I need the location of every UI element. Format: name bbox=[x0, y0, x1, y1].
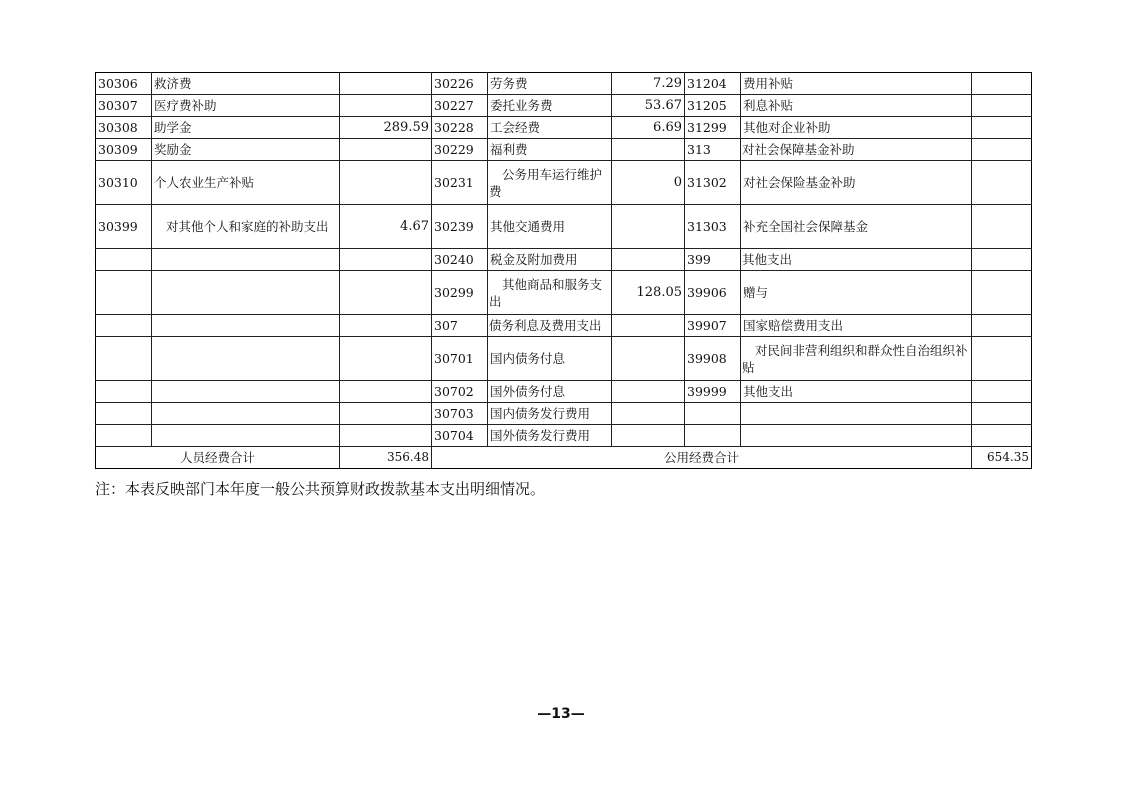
table-row bbox=[96, 205, 1032, 249]
account-code-cell: 307 bbox=[432, 315, 488, 337]
public-total-amount: 654.35 bbox=[972, 447, 1032, 469]
amount-cell bbox=[612, 403, 685, 425]
table-row bbox=[96, 271, 1032, 315]
account-code-cell: 30299 bbox=[432, 271, 488, 315]
amount-cell bbox=[972, 161, 1032, 205]
amount-cell bbox=[972, 271, 1032, 315]
account-code-cell: 30239 bbox=[432, 205, 488, 249]
account-name-cell: 费用补贴 bbox=[741, 73, 972, 95]
amount-cell bbox=[340, 139, 432, 161]
account-name-cell: 医疗费补助 bbox=[152, 95, 340, 117]
table-row bbox=[96, 425, 1032, 447]
account-name-cell: 奖励金 bbox=[152, 139, 340, 161]
account-name-cell: 对民间非营利组织和群众性自治组织补贴 bbox=[741, 337, 972, 381]
account-code-cell bbox=[96, 249, 152, 271]
account-name-cell: 其他商品和服务支出 bbox=[488, 271, 612, 315]
account-name-cell: 国外债务发行费用 bbox=[488, 425, 612, 447]
amount-cell bbox=[612, 315, 685, 337]
account-name-cell: 工会经费 bbox=[488, 117, 612, 139]
amount-cell bbox=[972, 337, 1032, 381]
account-name-cell: 其他支出 bbox=[741, 249, 972, 271]
account-name-cell: 福利费 bbox=[488, 139, 612, 161]
amount-cell bbox=[612, 249, 685, 271]
amount-cell bbox=[340, 315, 432, 337]
account-name-cell: 其他交通费用 bbox=[488, 205, 612, 249]
account-code-cell bbox=[96, 425, 152, 447]
account-name-cell: 委托业务费 bbox=[488, 95, 612, 117]
account-name-cell: 对社会保障基金补助 bbox=[741, 139, 972, 161]
account-name-cell bbox=[152, 381, 340, 403]
account-code-cell: 313 bbox=[685, 139, 741, 161]
account-code-cell bbox=[96, 271, 152, 315]
amount-cell bbox=[972, 205, 1032, 249]
account-name-cell: 国内债务付息 bbox=[488, 337, 612, 381]
amount-cell bbox=[340, 271, 432, 315]
account-code-cell: 30702 bbox=[432, 381, 488, 403]
amount-cell bbox=[612, 337, 685, 381]
amount-cell bbox=[340, 381, 432, 403]
account-name-cell: 国家赔偿费用支出 bbox=[741, 315, 972, 337]
amount-cell bbox=[972, 139, 1032, 161]
table-row bbox=[96, 161, 1032, 205]
account-name-cell bbox=[741, 403, 972, 425]
account-name-cell: 对社会保险基金补助 bbox=[741, 161, 972, 205]
account-code-cell: 30309 bbox=[96, 139, 152, 161]
amount-cell bbox=[340, 161, 432, 205]
amount-cell: 289.59 bbox=[340, 117, 432, 139]
amount-cell bbox=[612, 381, 685, 403]
amount-cell: 6.69 bbox=[612, 117, 685, 139]
table-row bbox=[96, 337, 1032, 381]
amount-cell bbox=[340, 425, 432, 447]
table-row bbox=[96, 403, 1032, 425]
account-name-cell bbox=[152, 249, 340, 271]
account-code-cell bbox=[96, 403, 152, 425]
amount-cell bbox=[972, 403, 1032, 425]
account-code-cell bbox=[96, 315, 152, 337]
account-name-cell: 国内债务发行费用 bbox=[488, 403, 612, 425]
account-code-cell: 39999 bbox=[685, 381, 741, 403]
amount-cell bbox=[972, 381, 1032, 403]
account-code-cell: 30307 bbox=[96, 95, 152, 117]
account-name-cell: 劳务费 bbox=[488, 73, 612, 95]
table-row bbox=[96, 315, 1032, 337]
amount-cell bbox=[972, 95, 1032, 117]
account-name-cell: 救济费 bbox=[152, 73, 340, 95]
account-code-cell: 31303 bbox=[685, 205, 741, 249]
account-code-cell: 30228 bbox=[432, 117, 488, 139]
account-name-cell: 其他支出 bbox=[741, 381, 972, 403]
amount-cell bbox=[612, 205, 685, 249]
account-code-cell bbox=[685, 425, 741, 447]
account-code-cell: 30701 bbox=[432, 337, 488, 381]
account-name-cell: 个人农业生产补贴 bbox=[152, 161, 340, 205]
account-code-cell: 30308 bbox=[96, 117, 152, 139]
amount-cell bbox=[972, 425, 1032, 447]
account-code-cell: 39908 bbox=[685, 337, 741, 381]
personnel-total-amount: 356.48 bbox=[340, 447, 432, 469]
account-code-cell: 30240 bbox=[432, 249, 488, 271]
account-code-cell: 39907 bbox=[685, 315, 741, 337]
account-name-cell: 其他对企业补助 bbox=[741, 117, 972, 139]
account-name-cell: 对其他个人和家庭的补助支出 bbox=[152, 205, 340, 249]
page-number: —13— bbox=[537, 706, 585, 722]
budget-expenditure-table bbox=[95, 72, 1032, 469]
account-code-cell bbox=[685, 403, 741, 425]
totals-row bbox=[96, 447, 1032, 469]
table-row bbox=[96, 117, 1032, 139]
amount-cell bbox=[612, 139, 685, 161]
account-name-cell bbox=[152, 315, 340, 337]
account-code-cell: 30231 bbox=[432, 161, 488, 205]
account-name-cell: 利息补贴 bbox=[741, 95, 972, 117]
amount-cell bbox=[972, 315, 1032, 337]
amount-cell bbox=[340, 403, 432, 425]
amount-cell bbox=[972, 249, 1032, 271]
account-code-cell: 39906 bbox=[685, 271, 741, 315]
account-code-cell: 30399 bbox=[96, 205, 152, 249]
account-name-cell: 助学金 bbox=[152, 117, 340, 139]
account-code-cell: 31299 bbox=[685, 117, 741, 139]
account-code-cell: 30704 bbox=[432, 425, 488, 447]
table-row bbox=[96, 381, 1032, 403]
amount-cell: 53.67 bbox=[612, 95, 685, 117]
account-name-cell: 补充全国社会保障基金 bbox=[741, 205, 972, 249]
account-name-cell: 税金及附加费用 bbox=[488, 249, 612, 271]
account-name-cell bbox=[152, 425, 340, 447]
account-code-cell: 30703 bbox=[432, 403, 488, 425]
amount-cell bbox=[972, 73, 1032, 95]
account-name-cell: 国外债务付息 bbox=[488, 381, 612, 403]
table-footnote: 注：本表反映部门本年度一般公共预算财政拨款基本支出明细情况。 bbox=[95, 480, 546, 498]
amount-cell bbox=[340, 73, 432, 95]
account-code-cell: 31205 bbox=[685, 95, 741, 117]
account-name-cell bbox=[152, 337, 340, 381]
amount-cell: 128.05 bbox=[612, 271, 685, 315]
account-code-cell: 31204 bbox=[685, 73, 741, 95]
table-row bbox=[96, 73, 1032, 95]
account-code-cell bbox=[96, 381, 152, 403]
account-name-cell: 赠与 bbox=[741, 271, 972, 315]
account-code-cell: 399 bbox=[685, 249, 741, 271]
amount-cell bbox=[340, 337, 432, 381]
account-code-cell bbox=[96, 337, 152, 381]
amount-cell bbox=[612, 425, 685, 447]
account-code-cell: 31302 bbox=[685, 161, 741, 205]
personnel-total-label: 人员经费合计 bbox=[96, 447, 340, 469]
table-body bbox=[96, 73, 1032, 469]
account-name-cell bbox=[152, 403, 340, 425]
amount-cell: 4.67 bbox=[340, 205, 432, 249]
amount-cell bbox=[340, 95, 432, 117]
account-code-cell: 30226 bbox=[432, 73, 488, 95]
amount-cell: 0 bbox=[612, 161, 685, 205]
account-name-cell bbox=[741, 425, 972, 447]
table-row bbox=[96, 139, 1032, 161]
table-row bbox=[96, 95, 1032, 117]
account-code-cell: 30306 bbox=[96, 73, 152, 95]
account-name-cell: 债务利息及费用支出 bbox=[488, 315, 612, 337]
amount-cell: 7.29 bbox=[612, 73, 685, 95]
amount-cell bbox=[972, 117, 1032, 139]
public-total-label: 公用经费合计 bbox=[432, 447, 972, 469]
account-name-cell bbox=[152, 271, 340, 315]
amount-cell bbox=[340, 249, 432, 271]
table-row bbox=[96, 249, 1032, 271]
account-name-cell: 公务用车运行维护费 bbox=[488, 161, 612, 205]
account-code-cell: 30227 bbox=[432, 95, 488, 117]
account-code-cell: 30310 bbox=[96, 161, 152, 205]
account-code-cell: 30229 bbox=[432, 139, 488, 161]
